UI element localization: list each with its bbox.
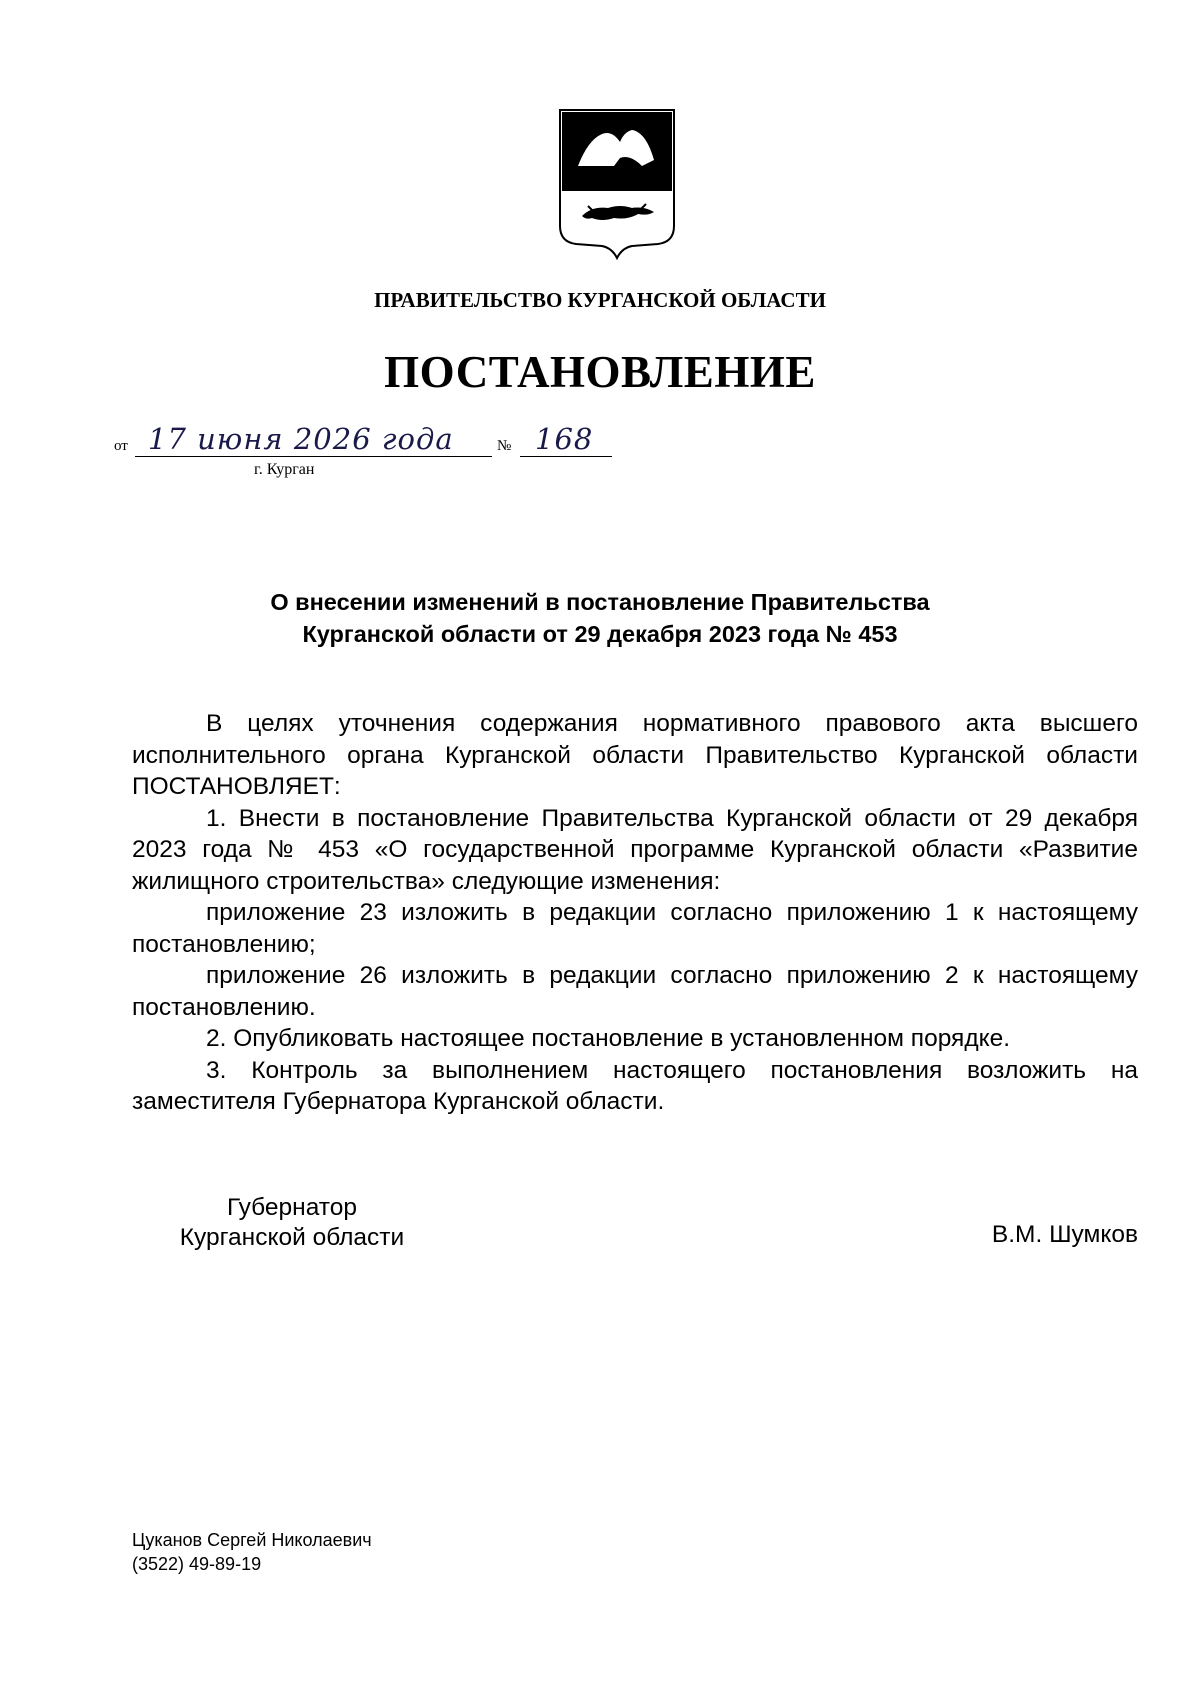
preamble-paragraph: В целях уточнения содержания нормативного правового акта высшего исполнительного органа Курганской области Правительство Курганской области ПОСТАНОВЛЯЕТ: <box>132 710 1138 800</box>
organization-name: ПРАВИТЕЛЬСТВО КУРГАНСКОЙ ОБЛАСТИ <box>374 288 826 312</box>
document-heading <box>150 586 1050 650</box>
executor-phone: (3522) 49-89-19 <box>132 1554 262 1574</box>
executor-name: Цуканов Сергей Николаевич <box>132 1530 372 1550</box>
amendment-paragraph-2: приложение 26 изложить в редакции согласно приложению 2 к настоящему постановлению. <box>132 962 1138 1021</box>
heading-line-1: О внесении изменений в постановление Правительства <box>270 589 930 615</box>
date-underline <box>135 456 492 457</box>
date-prefix: от <box>114 438 128 454</box>
clause-1-paragraph: 1. Внести в постановление Правительства Курганской области от 29 декабря 2023 года № 453 «О государственной программе Курганской области «Развитие жилищного строительства» следующие изменения: <box>132 804 1138 895</box>
city-label: г. Курган <box>254 461 315 478</box>
number-prefix: № <box>497 438 512 454</box>
signatory-title-line-2: Курганской области <box>179 1224 405 1251</box>
signatory-title-line-1: Губернатор <box>227 1194 357 1221</box>
handwritten-date: 17 июня 2026 года <box>148 422 454 456</box>
amendment-paragraph-1: приложение 23 изложить в редакции согласно приложению 1 к настоящему постановлению; <box>132 899 1138 958</box>
executor-contact <box>132 1528 372 1576</box>
handwritten-number: 168 <box>535 422 594 456</box>
clause-2-paragraph: 2. Опубликовать настоящее постановление в установленном порядке. <box>206 1025 1011 1052</box>
kurgan-coat-of-arms-icon <box>558 108 676 260</box>
heading-line-2: Курганской области от 29 декабря 2023 года № 453 <box>302 621 898 647</box>
document-body <box>132 708 1138 1118</box>
number-underline <box>520 456 612 457</box>
signatory-name: В.М. Шумков <box>991 1221 1138 1248</box>
signatory-title <box>132 1193 452 1253</box>
document-type: ПОСТАНОВЛЕНИЕ <box>384 347 816 397</box>
clause-3-paragraph: 3. Контроль за выполнением настоящего постановления возложить на заместителя Губернатора Курганской области. <box>132 1056 1138 1115</box>
